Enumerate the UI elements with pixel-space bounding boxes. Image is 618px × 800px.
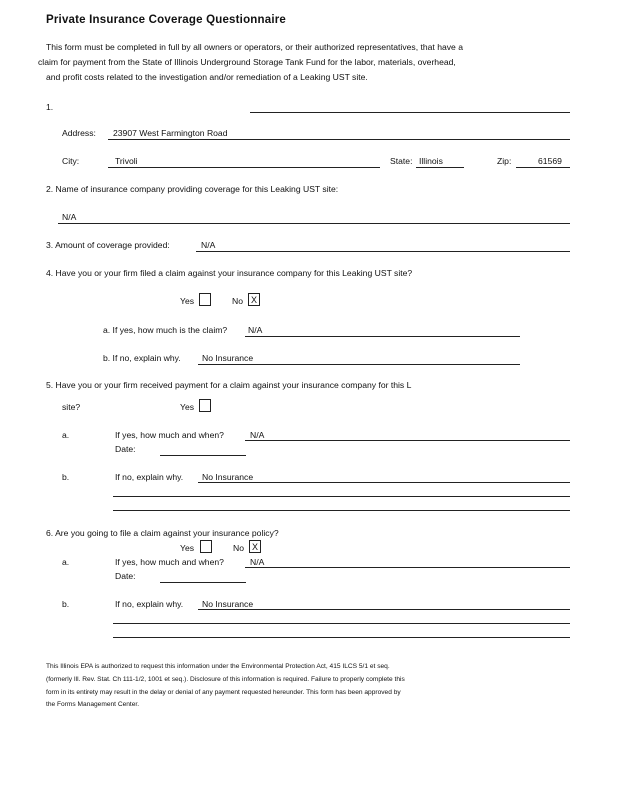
q4-yes-label: Yes bbox=[180, 296, 195, 306]
q5b-line-3[interactable] bbox=[113, 510, 570, 511]
q5b-line-2[interactable] bbox=[113, 496, 570, 497]
q6-text: 6. Are you going to file a claim against your insurance policy? bbox=[46, 528, 279, 538]
q5-yes-label: Yes bbox=[180, 402, 195, 412]
footer-line-4: the Forms Management Center. bbox=[46, 701, 140, 708]
q6-yes-label: Yes bbox=[180, 543, 195, 553]
q2-line bbox=[58, 223, 570, 224]
footer-line-2: (formerly Ill. Rev. Stat. Ch 111-1/2, 1001 et seq.). Disclosure of this information is required. Failure to properly complete this bbox=[46, 676, 405, 683]
q5b-label: b. bbox=[62, 472, 70, 482]
q5-text-2: site? bbox=[62, 402, 81, 412]
city-line bbox=[108, 167, 380, 168]
q3-value[interactable]: N/A bbox=[201, 240, 216, 250]
q6a-date-line[interactable] bbox=[160, 582, 246, 583]
q6b-line-1 bbox=[198, 609, 570, 610]
q5b-value[interactable]: No Insurance bbox=[202, 472, 254, 482]
q4a-text: a. If yes, how much is the claim? bbox=[103, 325, 228, 335]
state-label: State: bbox=[390, 156, 413, 166]
q4-yes-checkbox[interactable] bbox=[199, 293, 211, 306]
footer-line-3: form in its entirety may result in the delay or denial of any payment requested hereunder. This form has been approved by bbox=[46, 689, 401, 696]
q3-text: 3. Amount of coverage provided: bbox=[46, 240, 170, 250]
q3-line bbox=[196, 251, 570, 252]
q5a-line bbox=[245, 440, 570, 441]
q5a-date-line[interactable] bbox=[160, 455, 246, 456]
q6b-text: If no, explain why. bbox=[115, 599, 184, 609]
q2-text: 2. Name of insurance company providing coverage for this Leaking UST site: bbox=[46, 184, 339, 194]
intro-line-1: This form must be completed in full by all owners or operators, or their authorized representatives, that have a bbox=[46, 42, 463, 52]
footer-line-1: This Illinois EPA is authorized to request this information under the Environmental Protection Act, 415 ILCS 5/1 et seq. bbox=[46, 663, 390, 670]
q6-no-label: No bbox=[233, 543, 244, 553]
q5-yes-checkbox[interactable] bbox=[199, 399, 211, 412]
q6b-label: b. bbox=[62, 599, 70, 609]
q4-text: 4. Have you or your firm filed a claim against your insurance company for this Leaking UST site? bbox=[46, 268, 413, 278]
q6b-line-3[interactable] bbox=[113, 637, 570, 638]
address-value[interactable]: 23907 West Farmington Road bbox=[113, 128, 228, 138]
address-label: Address: bbox=[62, 128, 96, 138]
q5a-date-label: Date: bbox=[115, 444, 136, 454]
q6a-line bbox=[245, 567, 570, 568]
intro-line-2: claim for payment from the State of Illinois Underground Storage Tank Fund for the labor, materials, overhead, bbox=[38, 57, 456, 67]
intro-line-3: and profit costs related to the investigation and/or remediation of a Leaking UST site. bbox=[46, 72, 368, 82]
q4-no-label: No bbox=[232, 296, 243, 306]
q4b-line bbox=[198, 364, 520, 365]
q5a-label: a. bbox=[62, 430, 70, 440]
q2-value[interactable]: N/A bbox=[62, 212, 77, 222]
q4b-text: b. If no, explain why. bbox=[103, 353, 181, 363]
q5b-line-1 bbox=[198, 482, 570, 483]
q5a-value[interactable]: N/A bbox=[250, 430, 265, 440]
q4a-value[interactable]: N/A bbox=[248, 325, 263, 335]
q6a-value[interactable]: N/A bbox=[250, 557, 265, 567]
city-value[interactable]: Trivoli bbox=[115, 156, 138, 166]
q4a-line bbox=[245, 336, 520, 337]
q4-no-checkbox[interactable]: X bbox=[248, 293, 260, 306]
q6-no-checkbox[interactable]: X bbox=[249, 540, 261, 553]
zip-line bbox=[516, 167, 570, 168]
state-line bbox=[416, 167, 464, 168]
zip-value[interactable]: 61569 bbox=[538, 156, 562, 166]
state-value[interactable]: Illinois bbox=[419, 156, 443, 166]
q6a-date-label: Date: bbox=[115, 571, 136, 581]
q1-number: 1. bbox=[46, 102, 54, 112]
zip-label: Zip: bbox=[497, 156, 512, 166]
form-title: Private Insurance Coverage Questionnaire bbox=[46, 14, 287, 26]
q4b-value[interactable]: No Insurance bbox=[202, 353, 254, 363]
q5a-text: If yes, how much and when? bbox=[115, 430, 224, 440]
q1-name-line[interactable] bbox=[250, 112, 570, 113]
q5-text: 5. Have you or your firm received payment for a claim against your insurance company for this L bbox=[46, 380, 412, 390]
q6b-line-2[interactable] bbox=[113, 623, 570, 624]
q6a-label: a. bbox=[62, 557, 70, 567]
q6-yes-checkbox[interactable] bbox=[200, 540, 212, 553]
q5b-text: If no, explain why. bbox=[115, 472, 184, 482]
address-line bbox=[108, 139, 570, 140]
city-label: City: bbox=[62, 156, 80, 166]
q6b-value[interactable]: No Insurance bbox=[202, 599, 254, 609]
q6a-text: If yes, how much and when? bbox=[115, 557, 224, 567]
